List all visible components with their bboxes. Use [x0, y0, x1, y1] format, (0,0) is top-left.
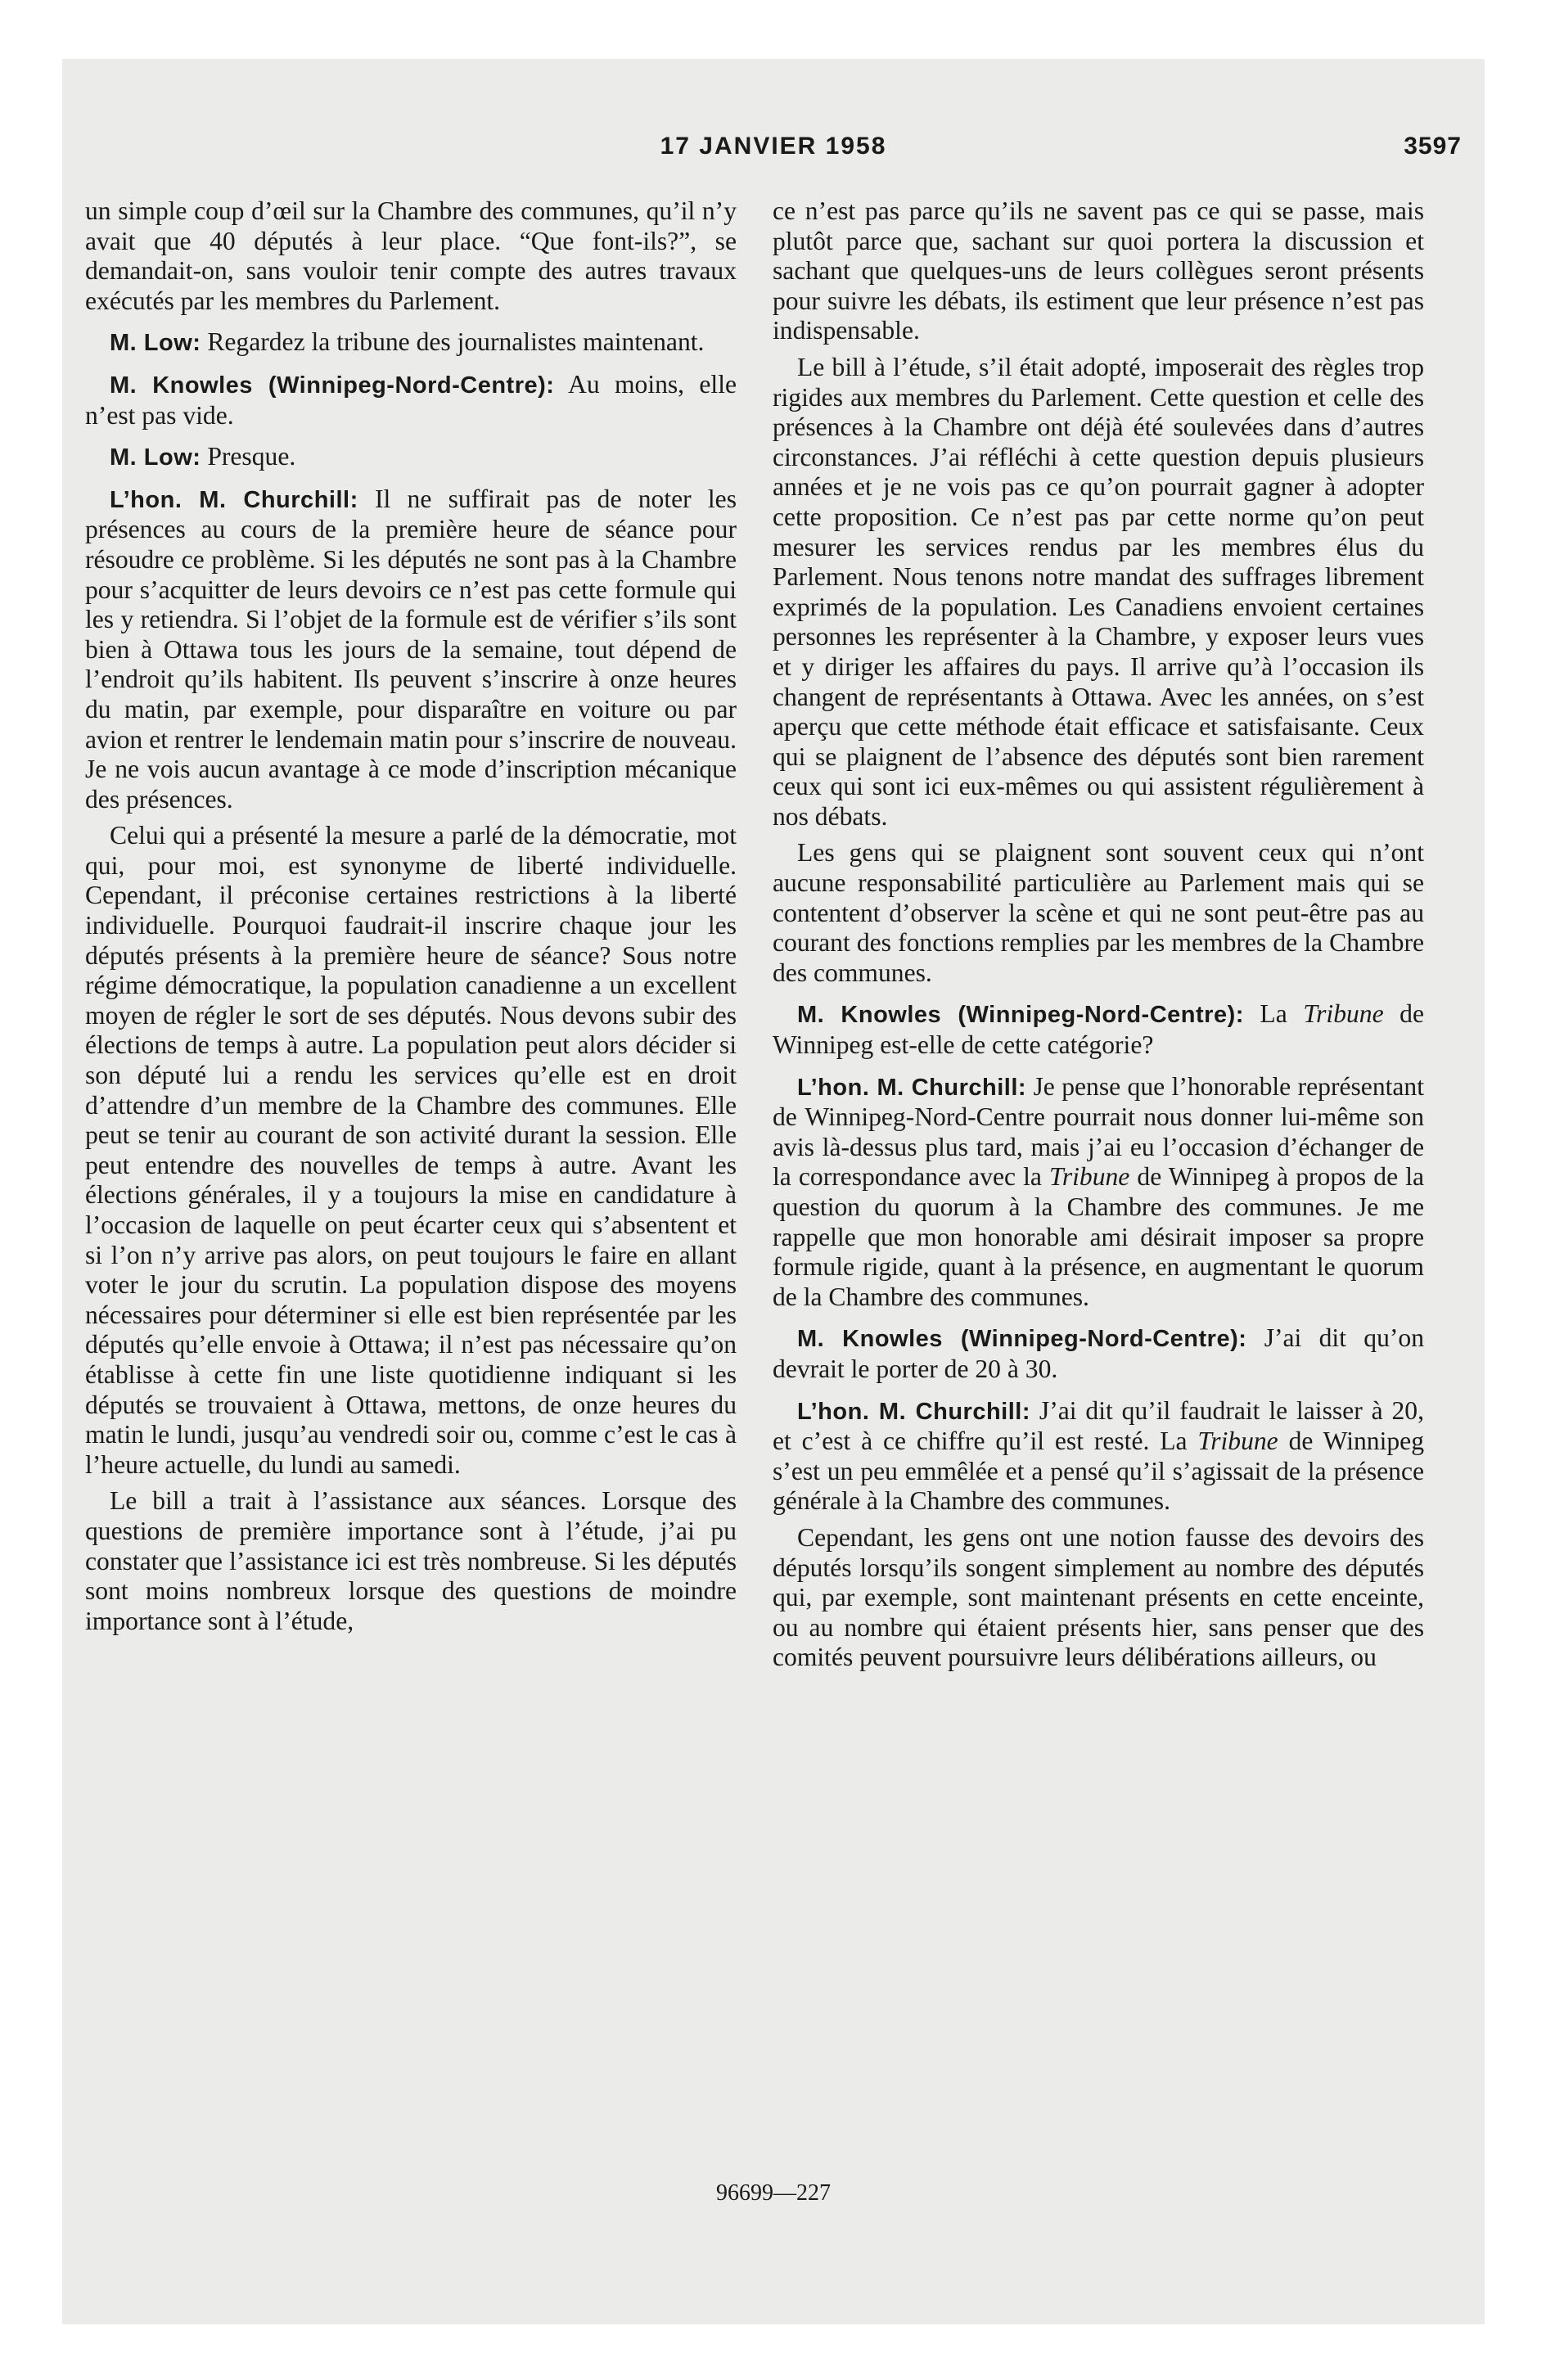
- newspaper-name: Tribune: [1197, 1427, 1278, 1456]
- left-column: [85, 196, 737, 1643]
- right-column: [773, 196, 1424, 1679]
- speaker-name: M. Knowles (Winnipeg-Nord-Centre):: [110, 372, 555, 399]
- speaker-name: M. Low:: [110, 330, 201, 357]
- paragraph: [773, 838, 1424, 988]
- paragraph: [773, 1072, 1424, 1313]
- paragraph-text: J’ai dit qu’on devrait le porter de 20 à 30.: [773, 1323, 1424, 1383]
- paragraph: [773, 999, 1424, 1060]
- paragraph: [85, 821, 737, 1480]
- header-date: 17 JANVIER 1958: [660, 133, 887, 160]
- speaker-name: L’hon. M. Churchill:: [797, 1074, 1027, 1101]
- paragraph: [773, 1523, 1424, 1673]
- paragraph-text: Je pense que l’honorable représentant de Winnipeg-Nord-Centre pourrait nous donner lui-même son avis là-dessus plus tard, mais j’ai eu l’occasion d’échanger de la correspondance avec la: [773, 1071, 1424, 1192]
- newspaper-name: Tribune: [1049, 1162, 1130, 1192]
- newspaper-name: Tribune: [1303, 999, 1384, 1029]
- paragraph: [773, 1396, 1424, 1517]
- paragraph-text: de Winnipeg est-elle de cette catégorie?: [773, 999, 1425, 1060]
- paragraph: [85, 442, 737, 473]
- page: [62, 59, 1485, 2324]
- paragraph: [85, 1486, 737, 1636]
- speaker-name: M. Knowles (Winnipeg-Nord-Centre):: [797, 1326, 1247, 1353]
- header-page-number: 3597: [1404, 133, 1462, 160]
- paragraph-text: de Winnipeg à propos de la question du quorum à la Chambre des communes. Je me rappelle que mon honorable ami désirait imposer sa propre formule rigide, quant à la présence, en augmentant le quorum de la Chambre des communes.: [773, 1162, 1424, 1311]
- footer-code: 96699—227: [716, 2180, 831, 2206]
- paragraph: [85, 370, 737, 430]
- paragraph-text: Celui qui a présenté la mesure a parlé de la démocratie, mot qui, pour moi, est synonyme de liberté individuelle. Cependant, il préconise certaines restrictions à la liberté individuelle. Pourquoi faudrait-il inscrire chaque jour les députés présents à la première heure de séance? Sous notre régime démocratique, la population canadienne a un excellent moyen de régler le sort de ses députés. Nous devons subir des élections de temps à autre. La population peut alors décider si son député lui a rendu les services qu’elle est en droit d’attendre d’un membre de la Chambre des communes. Elle peut se tenir au courant de son activité durant la session. Elle peut entendre des nouvelles de temps à autre. Avant les élections générales, il y a toujours la mise en candidature à l’occasion de laquelle on peut écarter ceux qui s’absentent et si l’on n’y arrive pas alors, on peut toujours le faire en allant voter le jour du scrutin. La population dispose des moyens nécessaires pour déterminer si elle est bien représentée par les députés qu’elle envoie à Ottawa; il n’est pas nécessaire qu’on établisse à cette fin une liste quotidienne indiquant si les députés se trouvaient à Ottawa, mettons, de onze heures du matin le lundi, jusqu’au vendredi soir ou, comme c’est le cas à l’heure actuelle, du lundi au samedi.: [85, 821, 737, 1479]
- page-header: [62, 133, 1485, 169]
- paragraph: [773, 196, 1424, 346]
- paragraph-text: Au moins, elle n’est pas vide.: [85, 369, 737, 430]
- paragraph: [85, 196, 737, 316]
- paragraph-text: J’ai dit qu’il faudrait le laisser à 20, et c’est à ce chiffre qu’il est resté. La: [773, 1395, 1425, 1456]
- speaker-name: M. Knowles (Winnipeg-Nord-Centre):: [797, 1002, 1244, 1029]
- speaker-name: L’hon. M. Churchill:: [797, 1398, 1031, 1425]
- paragraph-text: Le bill a trait à l’assistance aux séances. Lorsque des questions de première importance sont à l’étude, j’ai pu constater que l’assistance ici est très nombreuse. Si les députés sont moins nombreux lorsque des questions de moindre importance sont à l’étude,: [85, 1486, 737, 1635]
- paragraph: [85, 485, 737, 815]
- speaker-name: L’hon. M. Churchill:: [110, 486, 358, 513]
- paragraph-text: Regardez la tribune des journalistes maintenant.: [201, 327, 705, 357]
- paragraph: [85, 327, 737, 358]
- paragraph-text: Il ne suffirait pas de noter les présences au cours de la première heure de séance pour résoudre ce problème. Si les députés ne sont pas à la Chambre pour s’acquitter de leurs devoirs ce n’est pas cette formule qui les y retiendra. Si l’objet de la formule est de vérifier s’ils sont bien à Ottawa tous les jours de la semaine, tout dépend de l’endroit qu’ils habitent. Ils peuvent s’inscrire à onze heures du matin, par exemple, pour disparaître en voiture ou par avion et rentrer le lendemain matin pour s’inscrire de nouveau. Je ne vois aucun avantage à ce mode d’inscription mécanique des présences.: [85, 484, 737, 814]
- paragraph: [773, 1323, 1424, 1384]
- paragraph-text: Le bill à l’étude, s’il était adopté, imposerait des règles trop rigides aux membres du Parlement. Cette question et celle des présences à la Chambre ont déjà été soulevées dans d’autres circonstances. J’ai réfléchi à cette question depuis plusieurs années et je ne vois pas ce qu’on pourrait gagner à adopter cette proposition. Ce n’est pas par cette norme qu’on peut mesurer les services rendus par les membres élus du Parlement. Nous tenons notre mandat des suffrages librement exprimés de la population. Les Canadiens envoient certaines personnes les représenter à la Chambre, y exposer leurs vues et y diriger les affaires du pays. Il arrive qu’à l’occasion ils changent de représentants à Ottawa. Avec les années, on s’est aperçu que cette méthode était efficace et satisfaisante. Ceux qui se plaignent de l’absence des députés sont bien rarement ceux qui sont ici eux-mêmes ou qui assistent régulièrement à nos débats.: [773, 352, 1424, 831]
- paragraph-text: Presque.: [201, 442, 296, 471]
- paragraph-text: Les gens qui se plaignent sont souvent ceux qui n’ont aucune responsabilité particulière au Parlement mais qui se contentent d’observer la scène et qui ne sont peut-être pas au courant des fonctions remplies par les membres de la Chambre des communes.: [773, 838, 1424, 987]
- paragraph-text: La: [1243, 999, 1304, 1029]
- paragraph-text: un simple coup d’œil sur la Chambre des communes, qu’il n’y avait que 40 députés à leur place. “Que font-ils?”, se demandait-on, sans vouloir tenir compte des autres travaux exécutés par les membres du Parlement.: [85, 196, 737, 315]
- paragraph-text: Cependant, les gens ont une notion fausse des devoirs des députés lorsqu’ils songent simplement au nombre des députés qui, par exemple, sont maintenant présents en cette enceinte, ou au nombre qui étaient présents hier, sans penser que des comités peuvent poursuivre leurs délibérations ailleurs, ou: [773, 1522, 1424, 1672]
- paragraph-text: ce n’est pas parce qu’ils ne savent pas ce qui se passe, mais plutôt parce que, sachant sur quoi portera la discussion et sachant que quelques-uns de leurs collègues seront présents pour suivre les débats, ils estiment que leur présence n’est pas indispensable.: [773, 196, 1424, 345]
- paragraph: [773, 353, 1424, 832]
- speaker-name: M. Low:: [110, 444, 201, 471]
- paragraph-text: de Winnipeg s’est un peu emmêlée et a pensé qu’il s’agissait de la présence générale à la Chambre des communes.: [773, 1427, 1424, 1516]
